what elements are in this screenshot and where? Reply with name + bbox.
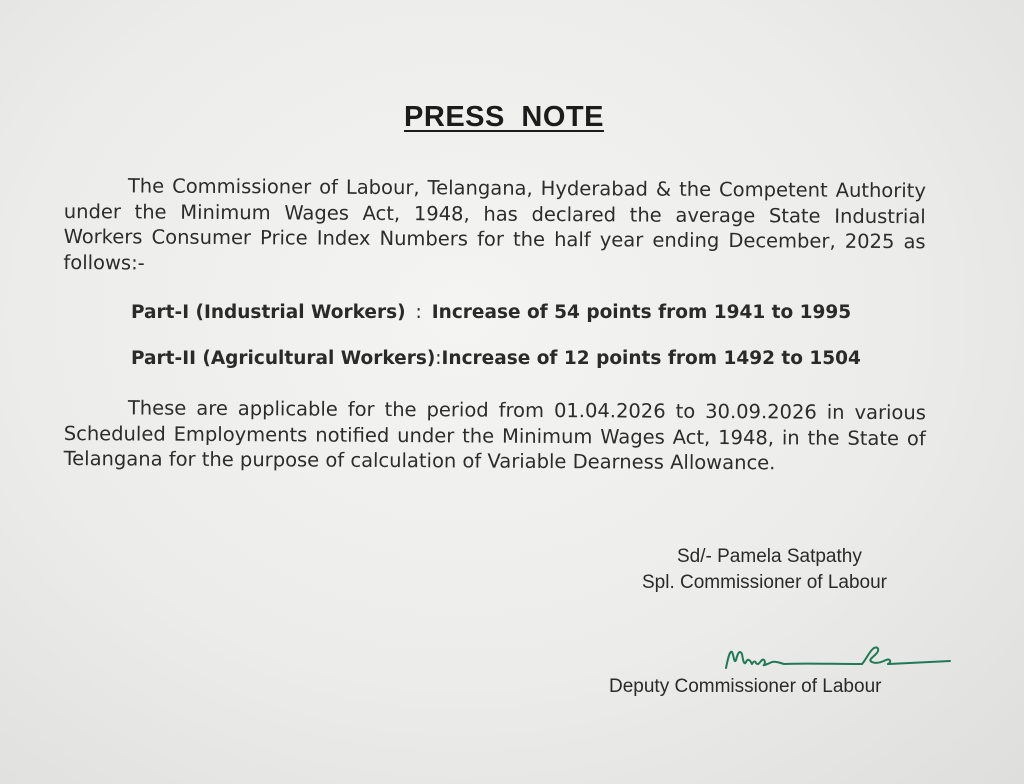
part-two-line (131, 348, 861, 369)
page-title: PRESS NOTE (404, 101, 604, 133)
applicability-paragraph-text: These are applicable for the period from 01.04.2026 to 30.09.2026 in various Scheduled Employments notified under the Minimum Wages Act, 1948, in the State of Telangana for the purpose of calculation of Variable Dearness Allowance. (63, 396, 926, 475)
part-one-label: Part-I (Industrial Workers) (131, 302, 406, 323)
part-one-value: Increase of 54 points from 1941 to 1995 (431, 302, 852, 323)
part-two-label: Part-II (Agricultural Workers) (131, 348, 436, 369)
part-one-separator: : (415, 302, 422, 323)
signatory-name: Sd/- Pamela Satpathy (677, 546, 862, 567)
signed-by-designation: Deputy Commissioner of Labour (609, 676, 882, 697)
part-two-separator: : (435, 348, 442, 369)
signatory-designation: Spl. Commissioner of Labour (642, 572, 887, 593)
part-one-line (131, 302, 851, 323)
handwritten-signature (722, 638, 954, 680)
applicability-paragraph (64, 395, 926, 477)
intro-paragraph-text: The Commissioner of Labour, Telangana, Hyderabad & the Competent Authority under the Minimum Wages Act, 1948, has declared the average State Industrial Workers Consumer Price Index Numbers for the half year ending December, 2025 as follows:- (63, 174, 926, 274)
intro-paragraph (63, 173, 926, 280)
part-two-value: Increase of 12 points from 1492 to 1504 (441, 348, 861, 369)
